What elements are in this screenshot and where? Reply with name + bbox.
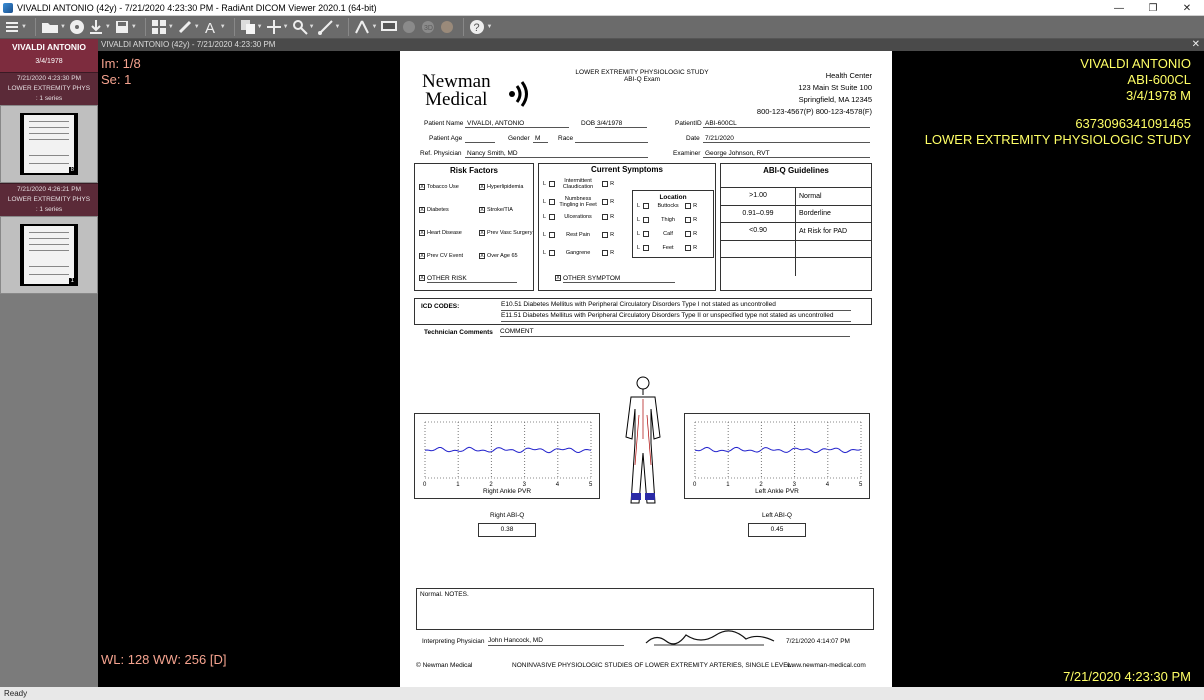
pvr-tick-label: 4 — [555, 482, 560, 488]
pvr-title: Right Ankle PVR — [482, 488, 532, 495]
copy-icon[interactable]: ▼ — [240, 17, 263, 37]
study-item[interactable] — [0, 183, 98, 216]
risk-factor-item: X Prev Vasc Surgery — [480, 230, 533, 236]
location-item: L Thigh R — [637, 217, 698, 223]
icd-label: ICD CODES: — [421, 303, 460, 310]
close-icon[interactable]: ✕ — [1191, 39, 1200, 50]
image-count-badge: 8 — [70, 167, 74, 173]
exam-name: ABI-Q Exam — [623, 76, 661, 83]
pvr-tick-label: 3 — [522, 482, 526, 488]
overlay-accession: 6373096341091465 — [1075, 116, 1191, 131]
image-viewport[interactable] — [98, 39, 1204, 687]
overlay-study-datetime: 7/21/2020 4:23:30 PM — [1063, 669, 1191, 684]
symptom-item: L Rest Pain R — [543, 232, 615, 238]
window-title: VIVALDI ANTONIO (42y) - 7/21/2020 4:23:30 PM - RadiAnt DICOM Viewer 2020.1 (64-bit) — [17, 2, 377, 13]
download-icon[interactable]: ▼ — [88, 17, 111, 37]
reference-lines-icon[interactable]: ▼ — [354, 17, 377, 37]
3d-icon[interactable] — [401, 17, 417, 37]
overlay-patient-id: ABI-600CL — [1127, 72, 1191, 87]
other-risk: X OTHER RISK — [419, 275, 517, 283]
menu-icon[interactable]: ▼ — [4, 17, 27, 37]
minimize-button[interactable]: — — [1114, 2, 1124, 14]
risk-factor-item: X Tobacco Use — [420, 184, 459, 190]
guidelines-panel — [720, 163, 872, 291]
study-series-count: : 1 series — [35, 95, 63, 102]
field-label: Date — [686, 135, 700, 142]
right-abi-label: Right ABI-Q — [490, 512, 525, 519]
patient-dob: 3/4/1978 — [35, 58, 63, 65]
pvr-tick-label: 4 — [825, 482, 830, 488]
layout-grid-icon[interactable]: ▼ — [151, 17, 174, 37]
field-label: Patient Age — [429, 135, 463, 142]
overlay-study: LOWER EXTREMITY PHYSIOLOGIC STUDY — [924, 132, 1191, 147]
pvr-tick-label: 5 — [589, 482, 593, 488]
risk-factor-item: X Prev CV Event — [420, 253, 464, 259]
restore-button[interactable]: ❐ — [1148, 2, 1158, 14]
left-abi-label: Left ABI-Q — [762, 512, 792, 519]
overlay-dob-sex: 3/4/1978 M — [1125, 88, 1191, 103]
status-bar: Ready — [0, 687, 1204, 700]
field-label: Gender — [508, 135, 530, 142]
interp-physician: John Hancock, MD — [488, 637, 624, 646]
study-title: LOWER EXTREMITY PHYSIOLOGIC STUDY — [575, 69, 709, 76]
icd-codes-panel — [414, 298, 872, 325]
notes-box: Normal. NOTES. — [416, 588, 874, 630]
image-index: Im: 1/8 — [101, 56, 141, 71]
footer-url: www.newman-medical.com — [787, 662, 866, 669]
pvr-title: Left Ankle PVR — [755, 488, 799, 495]
interp-label: Interpreting Physician — [422, 638, 485, 645]
fusion-icon[interactable] — [439, 17, 455, 37]
guideline-row — [721, 258, 871, 276]
location-item: L Feet R — [637, 245, 698, 251]
risk-factors-panel — [414, 163, 534, 291]
right-abi-value: 0.38 — [478, 523, 536, 537]
text-annotation-icon[interactable]: A ▼ — [204, 20, 226, 35]
save-icon[interactable]: ▼ — [114, 17, 137, 37]
patient-id-value: ABI-600CL — [705, 120, 737, 127]
pvr-tick-label: 2 — [759, 482, 763, 488]
icd-code: E11.51 Diabetes Mellitus with Peripheral Circulatory Disorders Type II or unspecified type not stated as uncontrolled — [501, 312, 851, 322]
symptom-item: L Gangrene R — [543, 250, 615, 256]
location-title: Location — [659, 194, 687, 201]
title-bar — [0, 0, 1204, 16]
mpr-icon[interactable] — [420, 17, 436, 37]
tech-comments-label: Technician Comments — [424, 329, 493, 336]
monitor-icon[interactable] — [380, 17, 398, 37]
pvr-tick-label: 0 — [693, 482, 697, 488]
field-label: Ref. Physician — [420, 150, 462, 157]
study-series-count: : 1 series — [35, 206, 63, 213]
center-street: 123 Main St Suite 100 — [798, 83, 872, 92]
current-symptoms-panel — [538, 163, 716, 291]
field-label: DOB — [581, 120, 596, 127]
open-folder-icon[interactable]: ▼ — [41, 17, 66, 37]
signature — [644, 629, 776, 651]
newman-logo: Newman Medical — [422, 71, 491, 110]
image-count-badge: 1 — [70, 278, 74, 284]
guideline-row: <0.90 At Risk for PAD — [721, 223, 871, 241]
svg-text:?: ? — [473, 22, 481, 34]
series-index: Se: 1 — [101, 72, 132, 87]
pvr-tick-label: 2 — [489, 482, 493, 488]
symptom-item: L Numbness Tingling in Feet R — [543, 196, 615, 208]
panel-title: Risk Factors — [449, 166, 499, 175]
study-browser — [0, 39, 98, 687]
pvr-tick-label: 1 — [726, 482, 730, 488]
study-datetime: 7/21/2020 4:23:30 PM — [17, 75, 81, 82]
close-button[interactable]: ✕ — [1182, 2, 1192, 14]
svg-text:3D: 3D — [424, 25, 434, 32]
symptom-item: L Ulcerations R — [543, 214, 615, 220]
other-symptom: OTHER SYMPTOM — [563, 275, 675, 283]
center-name: Health Center — [825, 71, 872, 80]
center-city: Springfield, MA 12345 — [798, 95, 872, 104]
location-item: L Buttocks R — [637, 203, 698, 209]
measure-icon[interactable]: ▼ — [318, 17, 341, 37]
patient-header[interactable] — [0, 39, 98, 72]
pvr-tick-label: 1 — [456, 482, 460, 488]
center-phones: 800-123-4567(P) 800-123-4578(F) — [756, 107, 872, 116]
study-datetime: 7/21/2020 4:26:21 PM — [17, 186, 81, 193]
report-page — [400, 51, 892, 687]
field-label: Patient Name — [424, 120, 464, 127]
study-description: LOWER EXTREMITY PHYS — [7, 196, 91, 203]
panel-title: ABI-Q Guidelines — [721, 166, 871, 188]
viewport-tab[interactable] — [98, 39, 1204, 51]
series-thumbnail[interactable] — [0, 105, 98, 183]
location-item: L Calf R — [637, 231, 698, 237]
risk-factor-item: X Heart Disease — [420, 230, 462, 236]
guideline-row: 0.91–0.99 Borderline — [721, 206, 871, 224]
field-label: Examiner — [673, 150, 701, 157]
field-label: PatientID — [675, 120, 702, 127]
study-item[interactable] — [0, 72, 98, 105]
svg-text:A: A — [204, 20, 215, 35]
examiner-value: George Johnson, RVT — [705, 150, 770, 157]
pvr-tick-label: 0 — [423, 482, 427, 488]
risk-factor-item: X Diabetes — [420, 207, 449, 213]
signed-at: 7/21/2020 4:14:07 PM — [786, 638, 850, 645]
date-value: 7/21/2020 — [705, 135, 734, 142]
viewport-tab-label: VIVALDI ANTONIO (42y) - 7/21/2020 4:23:30 PM — [101, 40, 276, 49]
series-thumbnail[interactable] — [0, 216, 98, 294]
checkbox: X — [556, 275, 560, 282]
body-figure — [613, 375, 673, 517]
risk-factor-item: X Hyperlipidemia — [480, 184, 524, 190]
footer-copyright: © Newman Medical — [416, 662, 473, 669]
field-label: Race — [558, 135, 574, 142]
risk-factor-item: X Over Age 65 — [480, 253, 518, 259]
patient-name-value: VIVALDI, ANTONIO — [467, 120, 525, 127]
right-ankle-pvr-chart — [414, 413, 600, 499]
guideline-row — [721, 241, 871, 259]
footer-description: NONINVASIVE PHYSIOLOGIC STUDIES OF LOWER EXTREMITY ARTERIES, SINGLE LEVEL. — [512, 662, 794, 669]
location-box — [632, 190, 714, 258]
panel-title: Current Symptoms — [590, 165, 663, 174]
tech-comment: COMMENT — [500, 328, 850, 337]
help-icon[interactable]: ? ▼ — [469, 17, 492, 37]
crosshair-icon[interactable]: ▼ — [266, 17, 289, 37]
sound-waves-icon — [509, 80, 531, 110]
patient-name: VIVALDI ANTONIO — [12, 42, 86, 52]
left-abi-value: 0.45 — [748, 523, 806, 537]
dob-value: 3/4/1978 — [597, 120, 623, 127]
pvr-tick-label: 5 — [859, 482, 863, 488]
cd-icon[interactable] — [69, 17, 85, 37]
link-icon[interactable]: ▼ — [177, 17, 200, 37]
symptom-item: L Intermittent Claudication R — [543, 178, 615, 190]
toolbar — [0, 16, 1204, 39]
risk-factor-item: X Stroke/TIA — [480, 207, 513, 213]
guideline-row: >1.00 Normal — [721, 188, 871, 206]
pvr-tick-label: 3 — [792, 482, 796, 488]
icd-code: E10.51 Diabetes Mellitus with Peripheral Circulatory Disorders Type I not stated as uncontrolled — [501, 301, 851, 311]
app-icon — [3, 3, 13, 13]
zoom-icon[interactable]: ▼ — [292, 17, 315, 37]
ref-physician-value: Nancy Smith, MD — [467, 150, 518, 157]
study-description: LOWER EXTREMITY PHYS — [7, 85, 91, 92]
overlay-top-right — [925, 56, 1191, 148]
overlay-top-left — [101, 56, 141, 88]
overlay-patient-name: VIVALDI ANTONIO — [1080, 56, 1191, 71]
window-level: WL: 128 WW: 256 [D] — [101, 652, 227, 667]
gender-value: M — [535, 135, 541, 142]
left-ankle-pvr-chart — [684, 413, 870, 499]
